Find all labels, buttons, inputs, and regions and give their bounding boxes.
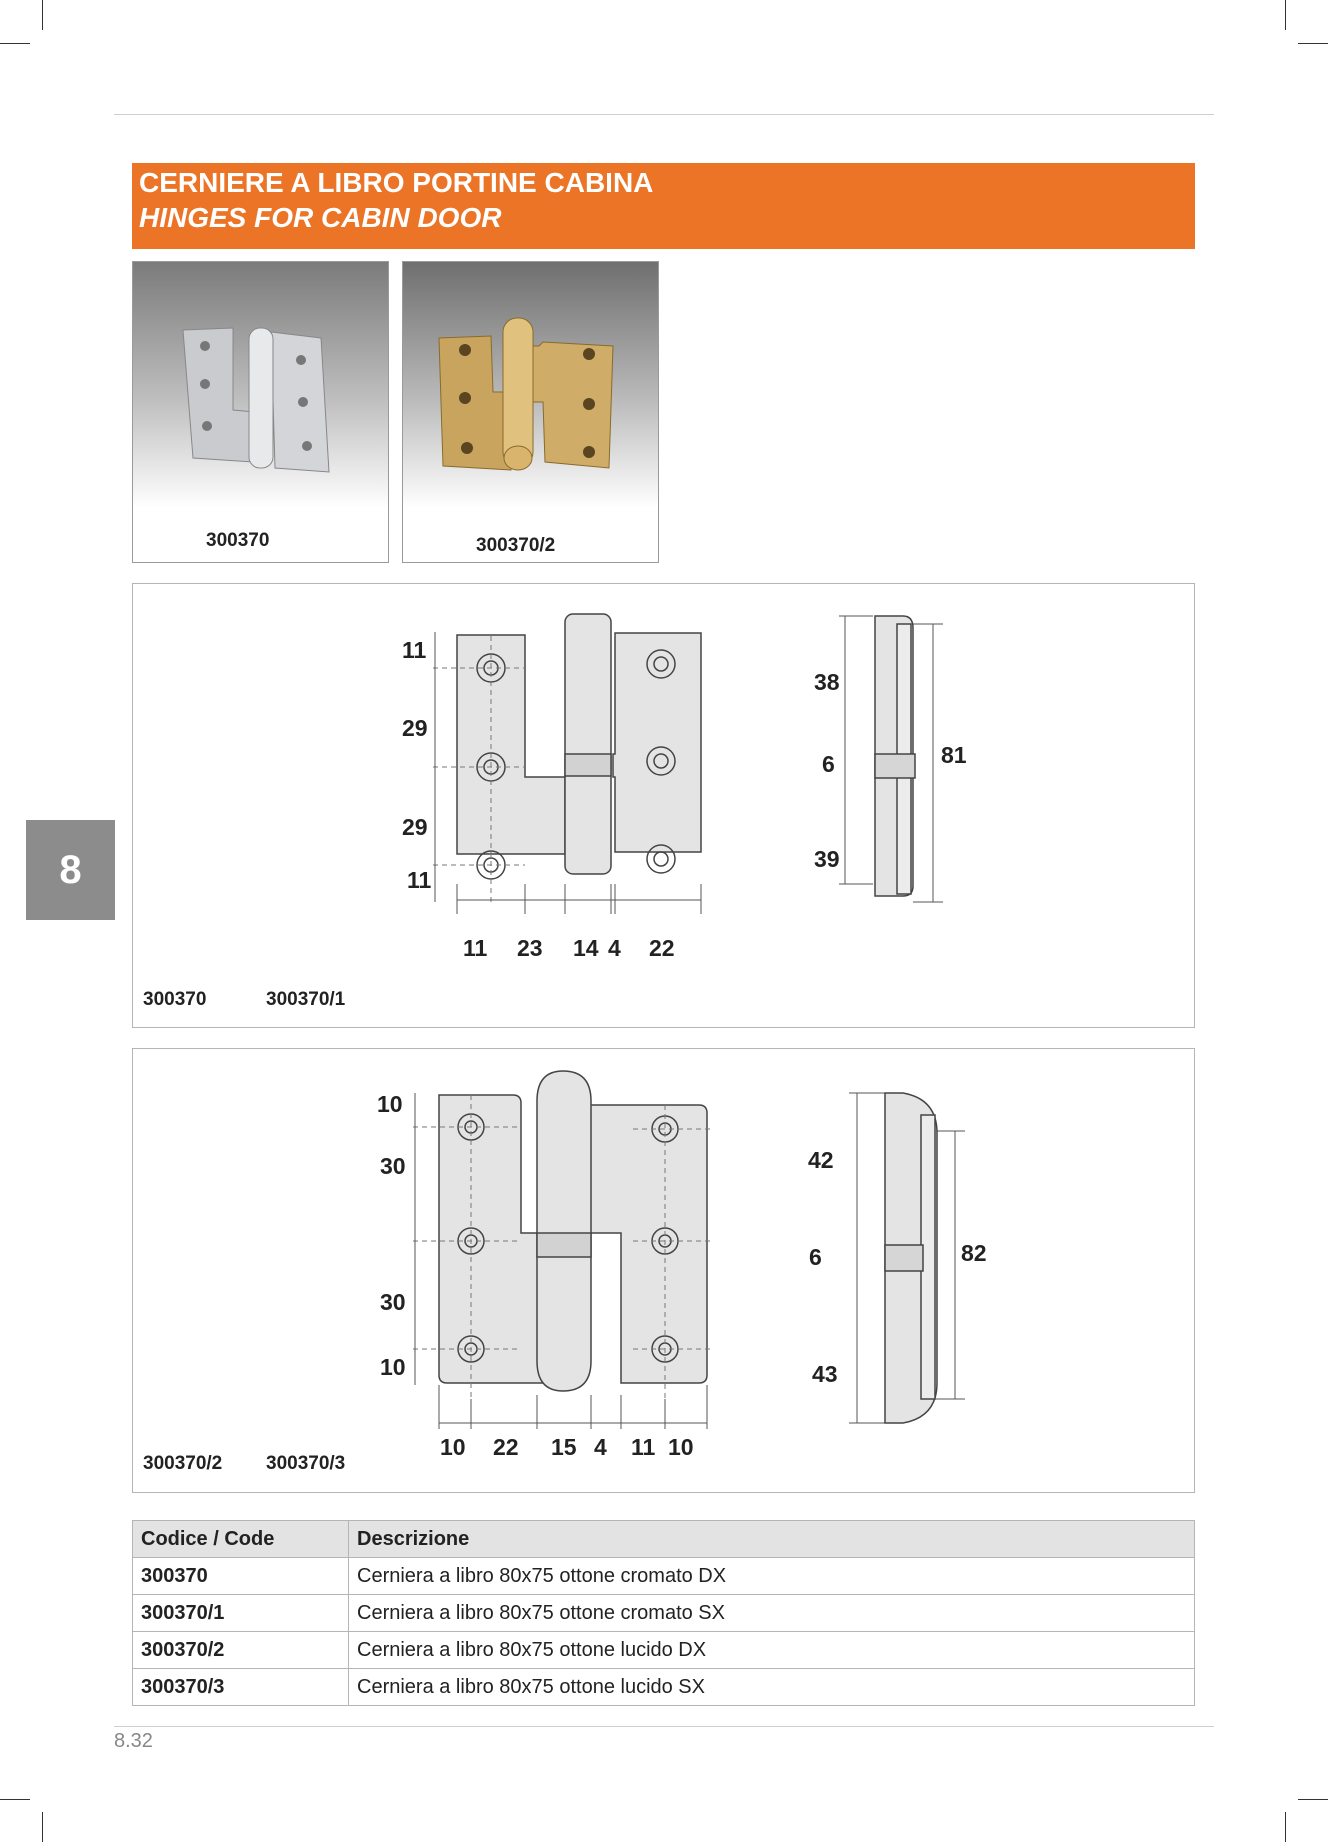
table-row <box>133 1558 1195 1595</box>
dim-label: 6 <box>809 1244 822 1270</box>
row-description: Cerniera a libro 80x75 ottone lucido DX <box>349 1632 1195 1669</box>
row-code: 300370/1 <box>133 1595 349 1632</box>
row-description: Cerniera a libro 80x75 ottone lucido SX <box>349 1669 1195 1706</box>
page-number: 8.32 <box>114 1730 153 1752</box>
dim-label: 30 <box>380 1289 406 1315</box>
dim-label: 15 <box>551 1434 577 1460</box>
dim-label: 10 <box>377 1091 403 1117</box>
header-description: Descrizione <box>349 1521 1195 1558</box>
top-divider <box>114 114 1214 115</box>
dim-label: 11 <box>631 1434 656 1460</box>
dim-label: 11 <box>463 935 488 961</box>
bottom-divider <box>114 1726 1214 1727</box>
row-code: 300370/3 <box>133 1669 349 1706</box>
dim-label: 42 <box>808 1147 834 1173</box>
crop-mark <box>1298 1799 1328 1800</box>
crop-mark <box>1298 43 1328 44</box>
crop-mark <box>0 1799 30 1800</box>
row-code: 300370 <box>133 1558 349 1595</box>
section-tab: 8 <box>26 820 115 920</box>
product-photo-chrome <box>132 261 389 563</box>
dim-label: 6 <box>822 751 835 777</box>
table-header-row <box>133 1521 1195 1558</box>
photo-code: 300370 <box>206 530 270 551</box>
hinge-drawing-front-2 <box>133 1049 1194 1492</box>
crop-mark <box>0 43 30 44</box>
product-code-table <box>132 1520 1195 1706</box>
dim-label: 29 <box>402 715 428 741</box>
drawing-code: 300370 <box>143 989 207 1010</box>
dim-label: 4 <box>594 1434 607 1460</box>
title-italian: CERNIERE A LIBRO PORTINE CABINA <box>139 167 654 198</box>
dim-label: 10 <box>668 1434 694 1460</box>
dim-label: 10 <box>380 1354 406 1380</box>
dim-label: 23 <box>517 935 543 961</box>
dim-label: 43 <box>812 1361 838 1387</box>
row-code: 300370/2 <box>133 1632 349 1669</box>
photo-code: 300370/2 <box>476 535 556 556</box>
section-header <box>132 163 1195 249</box>
dim-label: 14 <box>573 935 599 961</box>
technical-drawing-2 <box>132 1048 1195 1493</box>
dim-label: 4 <box>608 935 621 961</box>
product-photo-brass <box>402 261 659 563</box>
brass-hinge-image <box>403 262 658 562</box>
dim-label: 81 <box>941 742 967 768</box>
table-row <box>133 1669 1195 1706</box>
drawing-code: 300370/1 <box>266 989 346 1010</box>
crop-mark <box>1285 0 1286 30</box>
table-row <box>133 1595 1195 1632</box>
drawing-code: 300370/2 <box>143 1453 223 1474</box>
dim-label: 38 <box>814 669 840 695</box>
table-row <box>133 1632 1195 1669</box>
dim-label: 10 <box>440 1434 466 1460</box>
dim-label: 82 <box>961 1240 987 1266</box>
title-english: HINGES FOR CABIN DOOR <box>139 202 502 233</box>
crop-mark <box>42 1812 43 1842</box>
dim-label: 11 <box>402 637 427 663</box>
drawing-code: 300370/3 <box>266 1453 346 1474</box>
technical-drawing-1 <box>132 583 1195 1028</box>
dim-label: 22 <box>493 1434 519 1460</box>
header-code: Codice / Code <box>133 1521 349 1558</box>
dim-label: 30 <box>380 1153 406 1179</box>
dim-label: 22 <box>649 935 675 961</box>
dim-label: 39 <box>814 846 840 872</box>
crop-mark <box>1285 1812 1286 1842</box>
row-description: Cerniera a libro 80x75 ottone cromato DX <box>349 1558 1195 1595</box>
crop-mark <box>42 0 43 30</box>
row-description: Cerniera a libro 80x75 ottone cromato SX <box>349 1595 1195 1632</box>
dim-label: 29 <box>402 814 428 840</box>
dim-label: 11 <box>407 867 432 893</box>
chrome-hinge-image <box>133 262 388 562</box>
